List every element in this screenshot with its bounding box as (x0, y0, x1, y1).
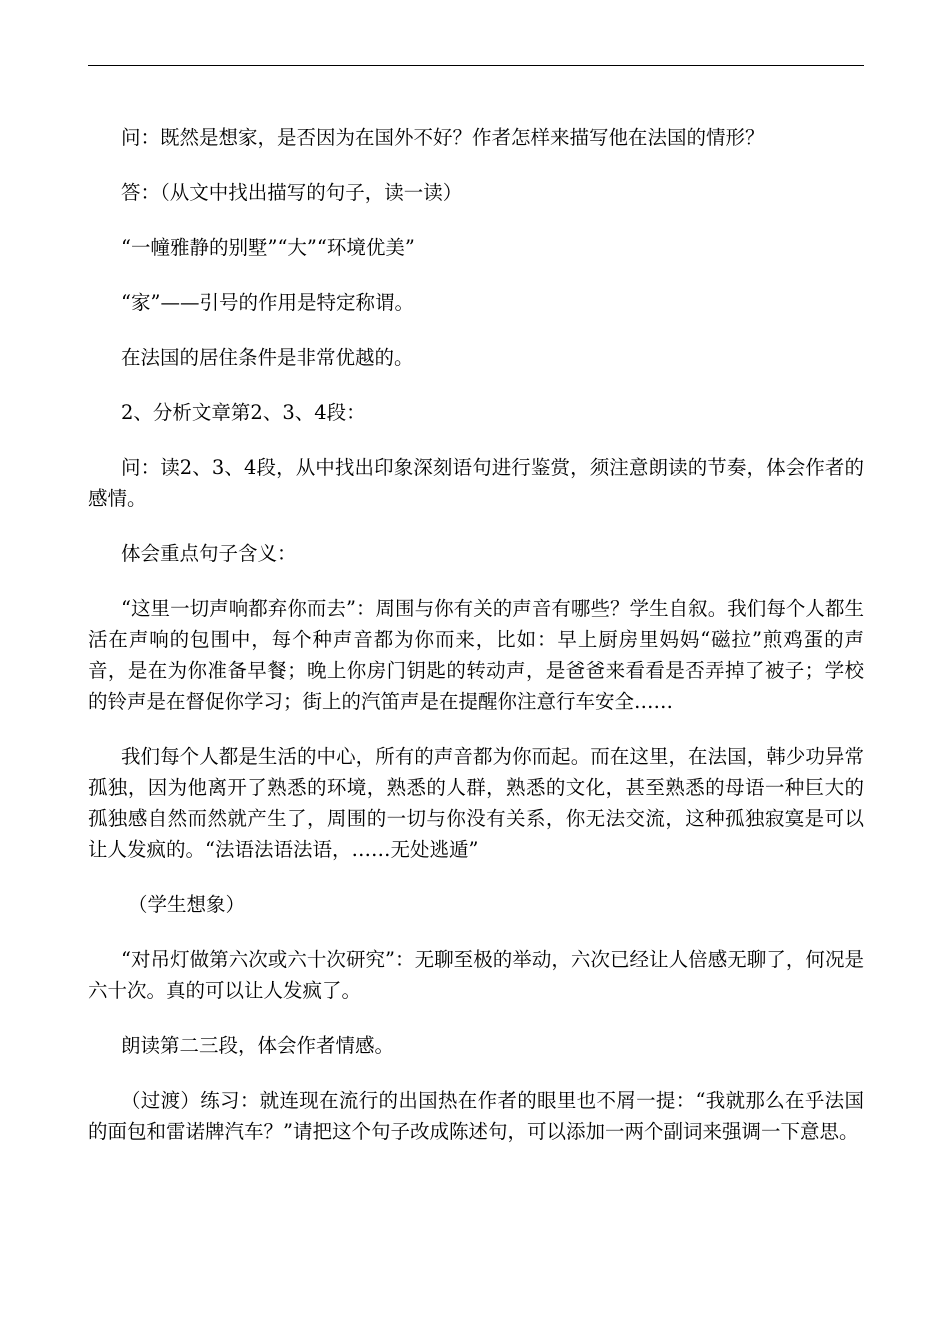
paragraph-loneliness: 我们每个人都是生活的中心，所有的声音都为你而起。而在这里，在法国，韩少功异常孤独，因为他离开了熟悉的环境，熟悉的人群，熟悉的文化，甚至熟悉的母语一种巨大的孤独感自然而然就产生了，周围的一切与你没有关系，你无法交流，这种孤独寂寞是可以让人发疯的。“法语法语法语，……无处逃遁” (88, 745, 864, 861)
paragraph-transition-exercise: （过渡）练习：就连现在流行的出国热在作者的眼里也不屑一提：“我就那么在乎法国的面包和雷诺牌汽车？”请把这个句子改成陈述句，可以添加一两个副词来强调一下意思。 (88, 1089, 864, 1143)
paragraph-key-sentences: 体会重点句子含义： (121, 542, 297, 565)
paragraph-student-imagination: （学生想象） (128, 893, 246, 916)
paragraph-quote-villa: “一幢雅静的别墅”“大”“环境优美” (121, 236, 415, 259)
paragraph-answer-instruction: 答：（从文中找出描写的句子，读一读） (121, 181, 463, 204)
paragraph-chandelier: “对吊灯做第六次或六十次研究”：无聊至极的举动，六次已经让人倍感无聊了，何况是六十次。真的可以让人发疯了。 (88, 948, 864, 1002)
paragraph-read-aloud: 朗读第二三段，体会作者情感。 (121, 1034, 395, 1057)
paragraph-quote-home: “家”——引号的作用是特定称谓。 (121, 291, 414, 314)
paragraph-question-reading: 问：读2、3、4段，从中找出印象深刻语句进行鉴赏，须注意朗读的节奏，体会作者的感情。 (88, 456, 864, 510)
paragraph-living-conditions: 在法国的居住条件是非常优越的。 (121, 346, 414, 369)
document-body (88, 122, 864, 1171)
paragraph-sounds-discussion: “这里一切声响都弃你而去”：周围与你有关的声音有哪些？学生自叙。我们每个人都生活在声响的包围中，每个种声音都为你而来，比如：早上厨房里妈妈“磁拉”煎鸡蛋的声音，是在为你准备早餐；晚上你房门钥匙的转动声，是爸爸来看看是否弄掉了被子；学校的铃声是在督促你学习；街上的汽笛声是在提醒你注意行车安全…… (88, 597, 864, 713)
section-heading-analysis: 2、分析文章第2、3、4段： (121, 401, 366, 424)
paragraph-question-homesick: 问：既然是想家，是否因为在国外不好？作者怎样来描写他在法国的情形？ (121, 126, 765, 149)
header-rule (88, 65, 864, 66)
